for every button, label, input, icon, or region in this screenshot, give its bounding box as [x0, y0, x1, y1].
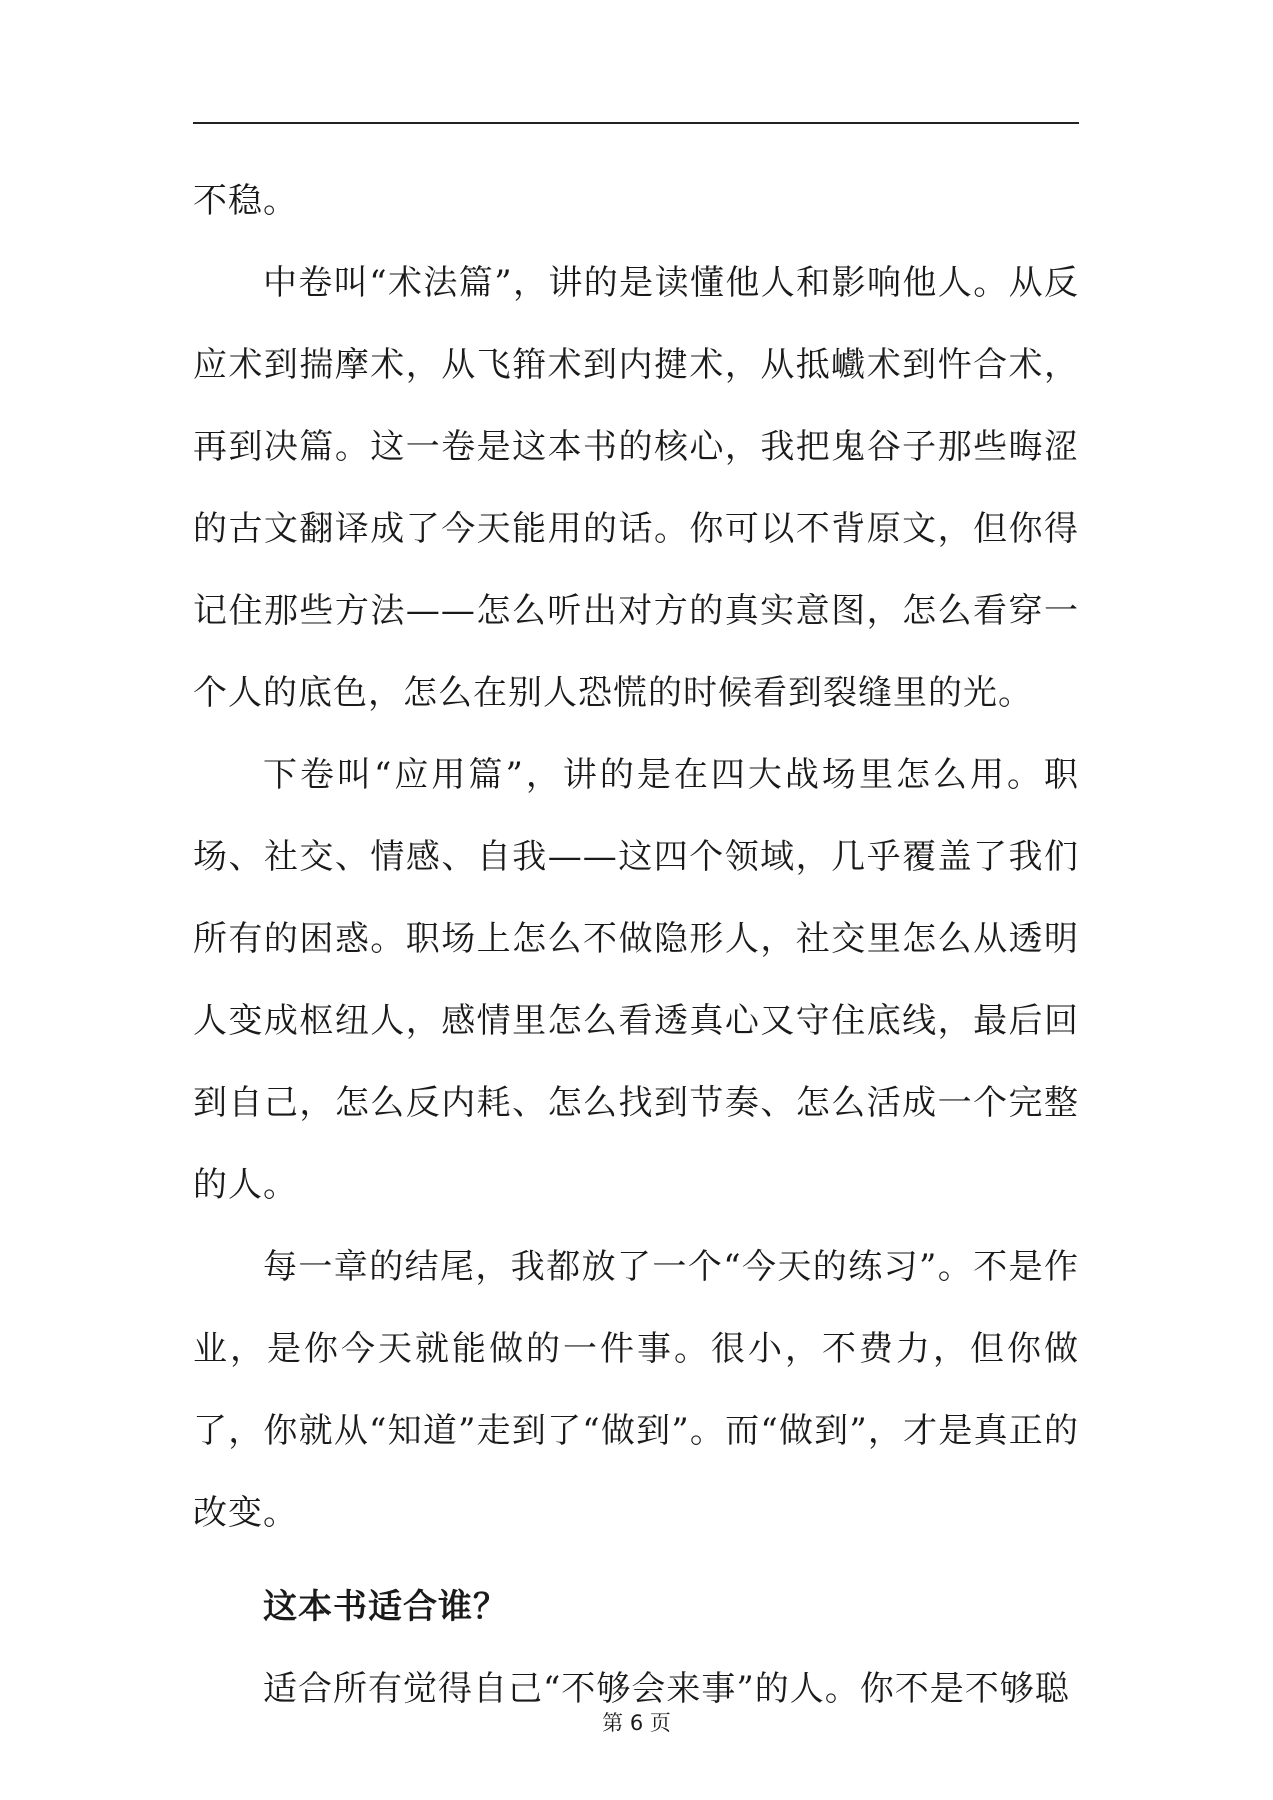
paragraph-audience: 适合所有觉得自己“不够会来事”的人。你不是不够聪: [263, 1669, 1070, 1709]
header-rule: [193, 122, 1079, 124]
page-number: 第 6 页: [602, 1711, 671, 1735]
paragraph-lower-volume: 下卷叫“应用篇”，讲的是在四大战场里怎么用。职场、社交、情感、自我——这四个领域，几乎覆盖了我们所有的困惑。职场上怎么不做隐形人，社交里怎么从透明人变成枢纽人，感情里怎么看透真心又守住底线，最后回到自己，怎么反内耗、怎么找到节奏、怎么活成一个完整的人。: [193, 755, 1079, 1205]
paragraph-daily-practice: 每一章的结尾，我都放了一个“今天的练习”。不是作业，是你今天就能做的一件事。很小，不费力，但你做了，你就从“知道”走到了“做到”。而“做到”，才是真正的改变。: [193, 1247, 1079, 1533]
section-heading: 这本书适合谁？: [263, 1587, 508, 1627]
paragraph-continuation: 不稳。: [193, 181, 298, 221]
page-body: [193, 160, 1079, 1730]
paragraph-middle-volume: 中卷叫“术法篇”，讲的是读懂他人和影响他人。从反应术到揣摩术，从飞箝术到内揵术，从抵巇术到忤合术，再到决篇。这一卷是这本书的核心，我把鬼谷子那些晦涩的古文翻译成了今天能用的话。你可以不背原文，但你得记住那些方法——怎么听出对方的真实意图，怎么看穿一个人的底色，怎么在别人恐慌的时候看到裂缝里的光。: [193, 263, 1079, 713]
